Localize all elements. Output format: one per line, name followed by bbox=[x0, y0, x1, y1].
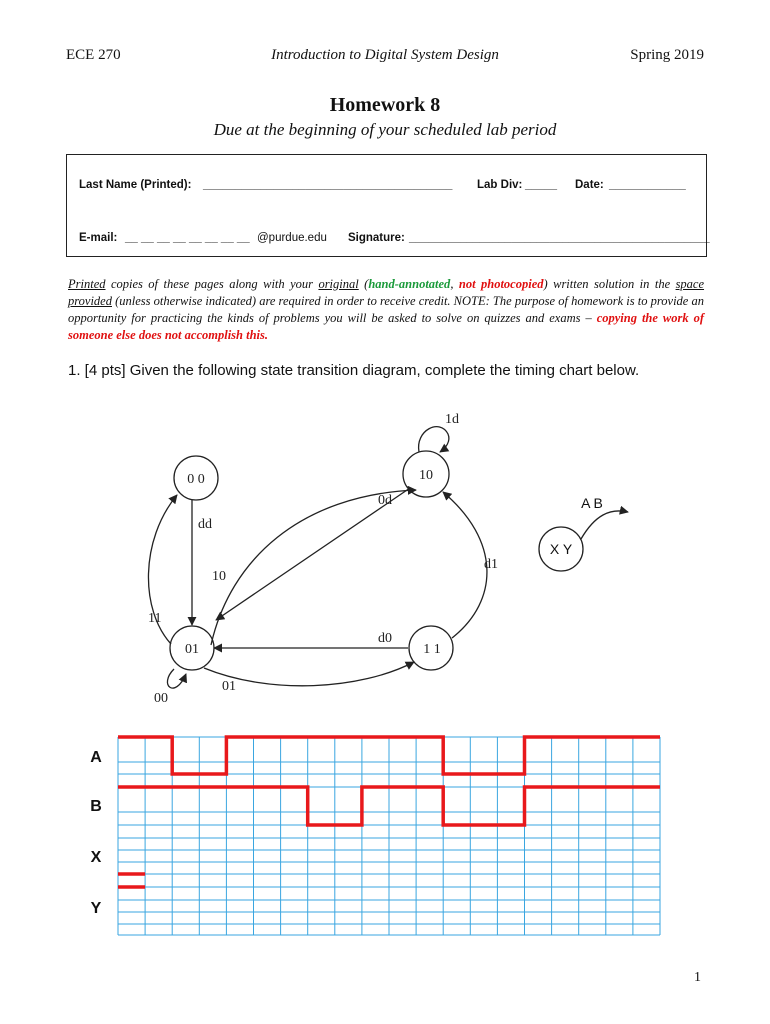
label-01-to-00: 11 bbox=[148, 611, 162, 626]
legend-input-label: A B bbox=[581, 495, 603, 511]
last-name-field[interactable]: _______________________________________ bbox=[203, 179, 453, 191]
email-domain: @purdue.edu bbox=[257, 232, 327, 244]
page-number: 1 bbox=[694, 970, 701, 985]
label-11-to-10: d1 bbox=[484, 557, 498, 572]
legend-arrow bbox=[581, 511, 628, 539]
signal-label-a: A bbox=[90, 749, 102, 766]
arrow-self-10 bbox=[419, 427, 449, 452]
state-11-label: 1 1 bbox=[423, 642, 441, 657]
page-title: Homework 8 bbox=[329, 94, 441, 116]
timing-grid bbox=[118, 737, 660, 935]
label-01-to-11: 01 bbox=[222, 679, 236, 694]
signature-field[interactable]: _______________________________________________ bbox=[409, 232, 710, 244]
date-field[interactable]: ____________ bbox=[609, 179, 686, 191]
signal-label-y: Y bbox=[90, 900, 102, 917]
signal-label-x: X bbox=[90, 849, 102, 866]
label-self-10: 1d bbox=[445, 412, 459, 427]
signature-label: Signature: bbox=[348, 232, 405, 244]
question-1: 1. [4 pts] Given the following state transition diagram, complete the timing chart below. bbox=[68, 362, 640, 379]
arrow-11-to-10 bbox=[443, 492, 487, 638]
email-label: E-mail: bbox=[79, 232, 118, 244]
label-10-to-01: 0d bbox=[378, 493, 392, 508]
legend-state-label: X Y bbox=[549, 541, 573, 557]
header-term: Spring 2019 bbox=[630, 47, 704, 63]
lab-div-label: Lab Div: bbox=[477, 179, 523, 191]
instructions-note: Printed copies of these pages along with your original (hand-annotated, not photocopied) written solution in the space provided (unless otherwise indicated) are required in order to receive credit. NOTE: The purpose of homework is to provide an opportunity for practicing the kinds of problems you will be asked to solve on quizzes and exams – copying the work of someone else does not accomplish this. bbox=[68, 277, 705, 342]
email-field[interactable]: __ __ __ __ __ __ __ __ bbox=[125, 232, 250, 244]
state-00-label: 0 0 bbox=[187, 472, 205, 487]
label-01-to-10: 10 bbox=[212, 569, 226, 584]
lab-div-field[interactable]: _____ bbox=[525, 179, 557, 191]
state-01-label: 01 bbox=[185, 642, 199, 657]
header-course: ECE 270 bbox=[66, 47, 121, 63]
page-subtitle: Due at the beginning of your scheduled lab period bbox=[213, 120, 557, 139]
arrow-01-to-10 bbox=[211, 490, 416, 645]
state-10-label: 10 bbox=[419, 468, 433, 483]
date-label: Date: bbox=[575, 179, 604, 191]
last-name-label: Last Name (Printed): bbox=[79, 179, 192, 191]
header-course-title: Introduction to Digital System Design bbox=[271, 47, 499, 63]
label-self-01: 00 bbox=[154, 691, 168, 706]
signal-label-b: B bbox=[90, 798, 102, 815]
label-self-00: dd bbox=[198, 517, 212, 532]
label-11-to-01: d0 bbox=[378, 631, 392, 646]
arrow-self-01 bbox=[167, 669, 186, 688]
